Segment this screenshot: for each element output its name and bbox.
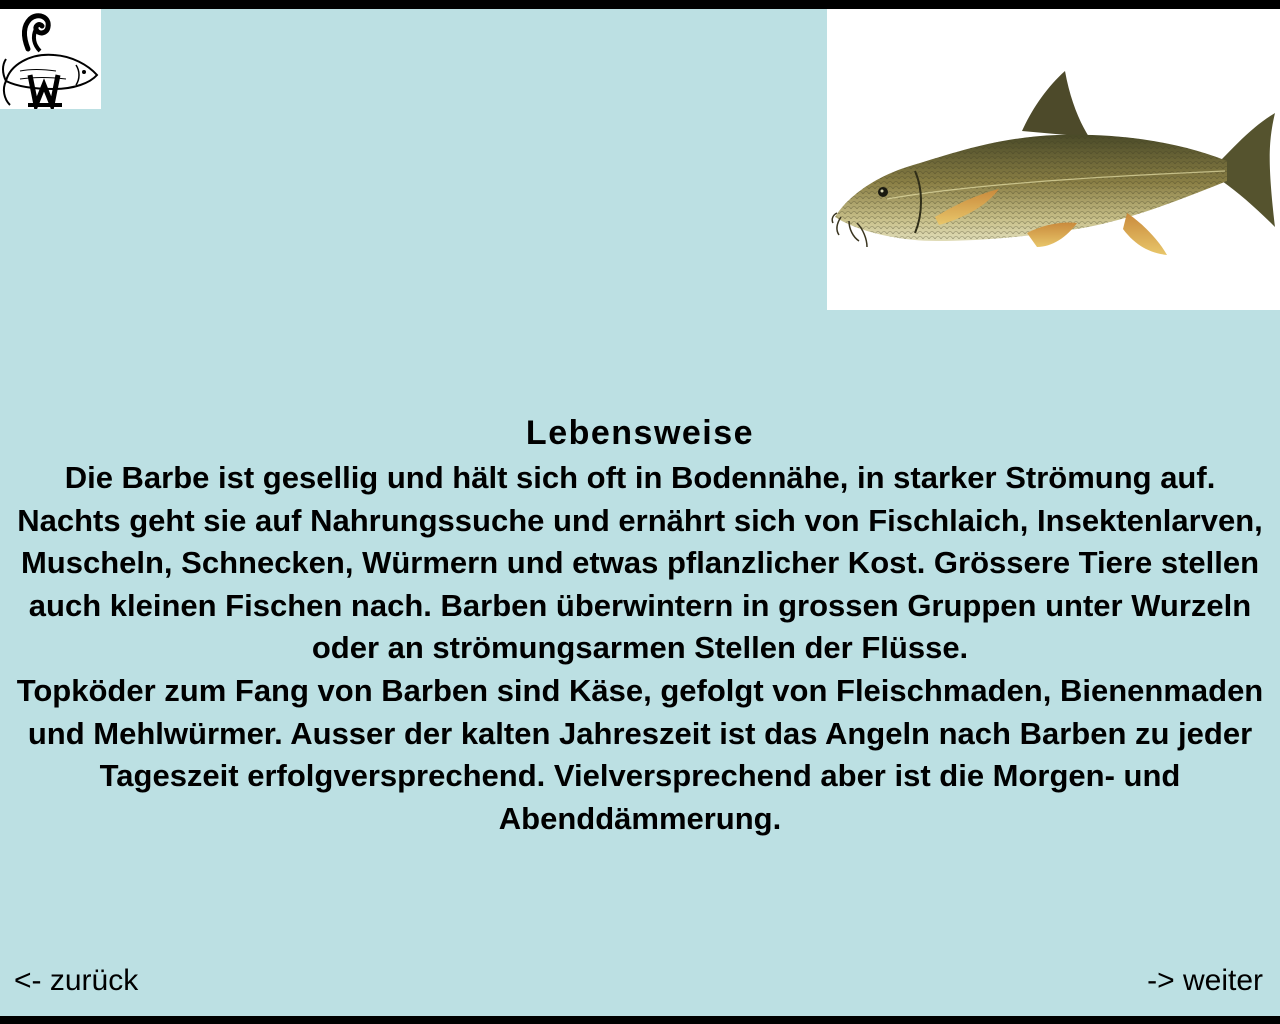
back-link[interactable]: <- zurück	[14, 964, 139, 997]
slide-canvas	[0, 9, 1280, 1016]
main-content	[0, 413, 1280, 840]
club-logo	[0, 9, 101, 109]
page-title: Lebensweise	[525, 414, 755, 452]
paragraph-bait: Topköder zum Fang von Barben sind Käse, gefolgt von Fleischmaden, Bienenmaden und Mehlwürmer. Ausser der kalten Jahreszeit ist das Angeln nach Barben zu jeder Tageszeit erfolgversprechend. Vielversprechend aber ist die Morgen- und Abenddämmerung.	[16, 672, 1264, 836]
barbel-fish-photo	[827, 9, 1280, 310]
next-link[interactable]: -> weiter	[1147, 964, 1263, 997]
fish-image	[827, 9, 1280, 310]
fishing-club-emblem-icon	[0, 9, 101, 109]
paragraph-lifestyle: Die Barbe ist gesellig und hält sich oft in Bodennähe, in starker Strömung auf. Nachts geht sie auf Nahrungssuche und ernährt sich von Fischlaich, Insektenlarven, Muscheln, Schnecken, Würmern und etwas pflanzlicher Kost. Grössere Tiere stellen auch kleinen Fischen nach. Barben überwintern in grossen Gruppen unter Wurzeln oder an strömungsarmen Stellen der Flüsse.	[17, 460, 1263, 666]
